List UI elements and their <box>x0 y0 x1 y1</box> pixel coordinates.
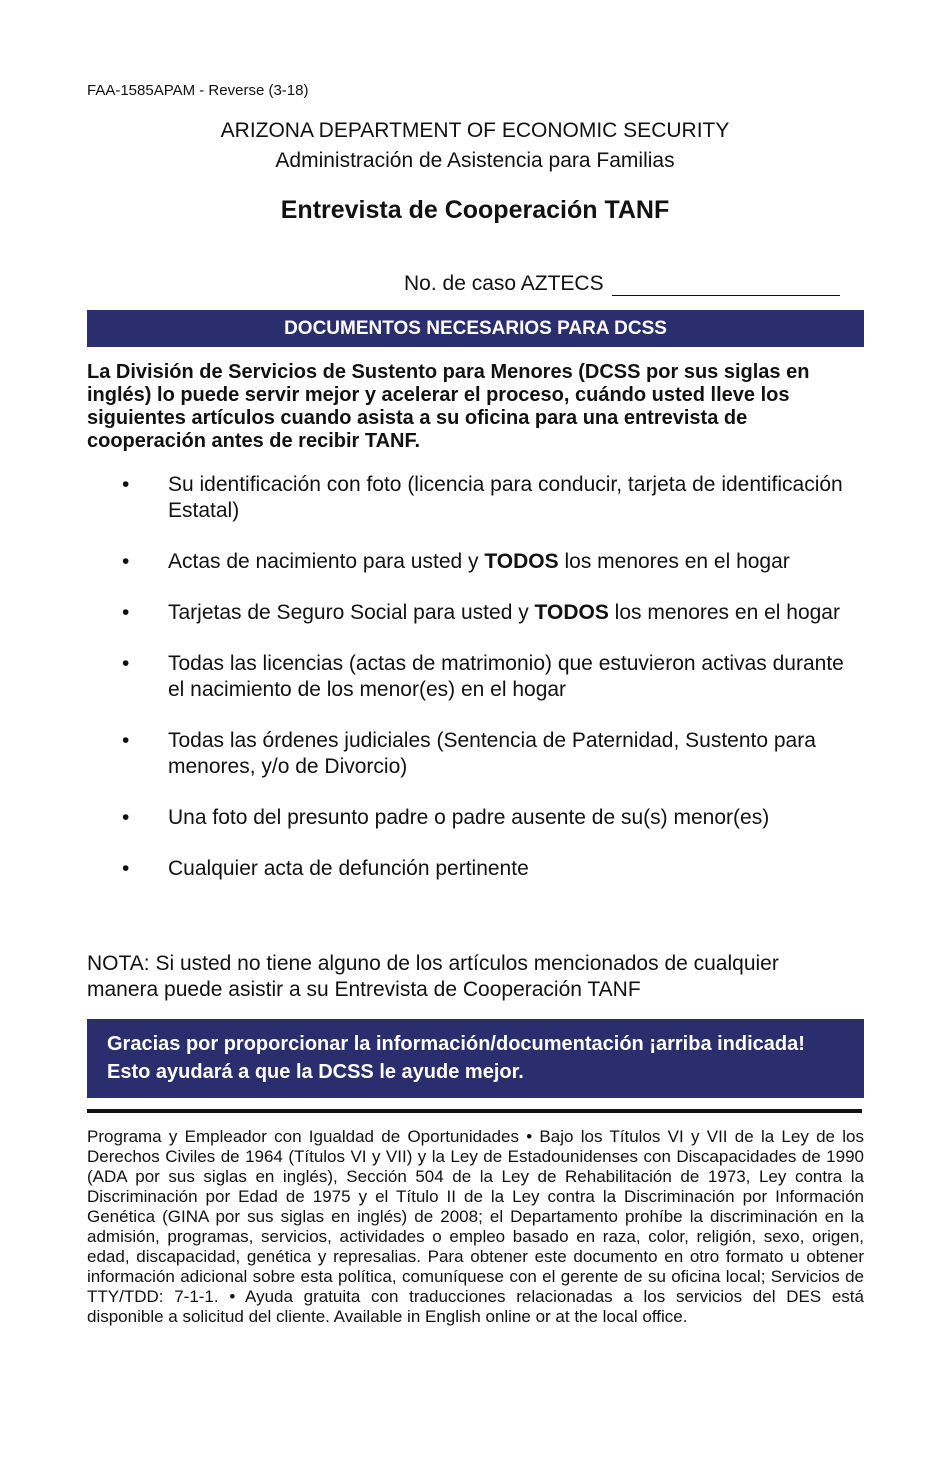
list-item-text: Tarjetas de Seguro Social para usted y TODOS los menores en el hogar <box>168 601 840 624</box>
documents-list <box>122 472 862 907</box>
list-item-text: Todas las licencias (actas de matrimonio) que estuvieron activas durante el nacimiento de los menor(es) en el hogar <box>168 652 844 701</box>
section-title: DOCUMENTOS NECESARIOS PARA DCSS <box>284 317 667 339</box>
bullet-icon: • <box>122 857 130 880</box>
emphasis: TODOS <box>484 550 559 573</box>
division-name: Administración de Asistencia para Familias <box>275 149 675 172</box>
bullet-icon: • <box>122 729 130 752</box>
list-item-text: Su identificación con foto (licencia para conducir, tarjeta de identificación Estatal) <box>168 473 843 522</box>
list-item-text: Actas de nacimiento para usted y TODOS los menores en el hogar <box>168 550 790 573</box>
section-header <box>87 310 864 347</box>
emphasis: TODOS <box>534 601 609 624</box>
list-item <box>122 600 862 626</box>
case-number-label: No. de caso AZTECS <box>404 272 604 295</box>
list-item <box>122 728 862 780</box>
list-item <box>122 472 862 524</box>
list-item <box>122 549 862 575</box>
bullet-icon: • <box>122 601 130 624</box>
case-number-blank[interactable] <box>612 275 840 296</box>
bullet-icon: • <box>122 550 130 573</box>
thanks-text: Gracias por proporcionar la información/documentación ¡arriba indicada! Esto ayudará a que la DCSS le ayude mejor. <box>107 1033 805 1083</box>
thanks-banner <box>87 1019 864 1098</box>
bullet-icon: • <box>122 806 130 829</box>
list-item-text: Cualquier acta de defunción pertinente <box>168 857 529 880</box>
intro-paragraph: La División de Servicios de Sustento para Menores (DCSS por sus siglas en inglés) lo puede servir mejor y acelerar el proceso, cuándo usted lleve los siguientes artículos cuando asista a su oficina para una entrevista de cooperación antes de recibir TANF. <box>87 361 810 452</box>
page-title: Entrevista de Cooperación TANF <box>280 196 670 224</box>
note-paragraph: NOTA: Si usted no tiene alguno de los artículos mencionados de cualquier manera puede asistir a su Entrevista de Cooperación TANF <box>87 952 779 1001</box>
list-item-text: Todas las órdenes judiciales (Sentencia de Paternidad, Sustento para menores, y/o de Divorcio) <box>168 729 816 778</box>
case-number-field <box>404 272 840 296</box>
list-item-text: Una foto del presunto padre o padre ausente de su(s) menor(es) <box>168 806 770 829</box>
list-item <box>122 856 862 882</box>
list-item <box>122 805 862 831</box>
bullet-icon: • <box>122 473 130 496</box>
divider <box>87 1109 862 1113</box>
bullet-icon: • <box>122 652 130 675</box>
form-code: FAA-1585APAM - Reverse (3-18) <box>87 82 309 99</box>
legal-notice: Programa y Empleador con Igualdad de Oportunidades • Bajo los Títulos VI y VII de la Ley de los Derechos Civiles de 1964 (Títulos VI y VII) y la Ley de Estadounidenses con Discapacidades de 1990 (ADA por sus siglas en inglés), Sección 504 de la Ley de Rehabilitación de 1973, Ley contra la Discriminación por Edad de 1975 y el Título II de la Ley contra la Discriminación por Información Genética (GINA por sus siglas en inglés) de 2008; el Departamento prohíbe la discriminación en la admisión, programas, servicios, actividades o empleo basado en raza, color, religión, sexo, origen, edad, discapacidad, genética y represalias. Para obtener este documento en otro formato u obtener información adicional sobre esta política, comuníquese con el gerente de su oficina local; Servicios de TTY/TDD: 7-1-1. • Ayuda gratuita con traducciones relacionadas a los servicios del DES está disponible a solicitud del cliente. Available in English online or at the local office. <box>87 1127 864 1326</box>
agency-name: ARIZONA DEPARTMENT OF ECONOMIC SECURITY <box>220 119 730 142</box>
list-item <box>122 651 862 703</box>
